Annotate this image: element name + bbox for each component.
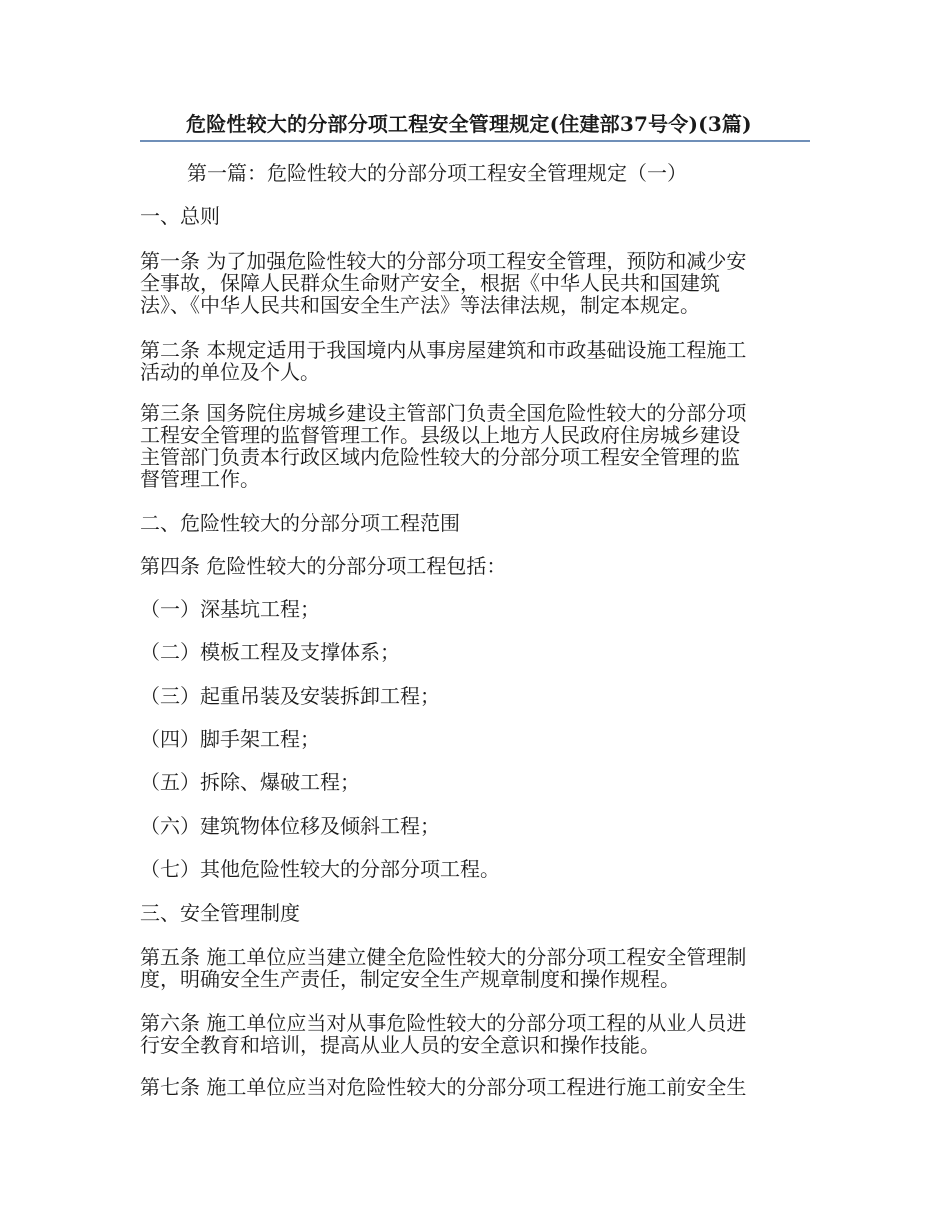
text-line: 法》、《中华人民共和国安全生产法》等法律法规，制定本规定。 xyxy=(140,293,700,317)
text-line: 活动的单位及个人。 xyxy=(140,360,320,384)
title-divider xyxy=(140,140,810,142)
heading-management xyxy=(140,902,812,924)
list-item xyxy=(140,685,812,707)
text-line: 二、危险性较大的分部分项工程范围 xyxy=(140,511,460,535)
article-4 xyxy=(140,555,812,577)
list-item xyxy=(140,598,812,620)
text-line: （三）起重吊装及安装拆卸工程； xyxy=(140,684,440,708)
text-line: 第一条 为了加强危险性较大的分部分项工程安全管理，预防和减少安 xyxy=(140,249,747,273)
text-line: 工程安全管理的监督管理工作。县级以上地方人民政府住房城乡建设 xyxy=(140,423,740,447)
article-2 xyxy=(140,339,812,383)
text-line: （一）深基坑工程； xyxy=(140,597,320,621)
text-line: （六）建筑物体位移及倾斜工程； xyxy=(140,814,440,838)
text-line: 行安全教育和培训，提高从业人员的安全意识和操作技能。 xyxy=(140,1033,660,1057)
list-item xyxy=(140,641,812,663)
text-line: 第五条 施工单位应当建立健全危险性较大的分部分项工程安全管理制 xyxy=(140,945,747,969)
text-line: （四）脚手架工程； xyxy=(140,727,320,751)
article-1 xyxy=(140,250,812,316)
text-line: 第六条 施工单位应当对从事危险性较大的分部分项工程的从业人员进 xyxy=(140,1011,747,1035)
text-line: （七）其他危险性较大的分部分项工程。 xyxy=(140,857,500,881)
article-6 xyxy=(140,1012,812,1056)
section-title: 第一篇：危险性较大的分部分项工程安全管理规定（一） xyxy=(187,161,687,185)
heading-scope xyxy=(140,512,812,534)
text-line: 第二条 本规定适用于我国境内从事房屋建筑和市政基础设施工程施工 xyxy=(140,338,747,362)
list-item xyxy=(140,858,812,880)
article-7 xyxy=(140,1076,812,1098)
article-5 xyxy=(140,946,812,990)
text-line: 度，明确安全生产责任，制定安全生产规章制度和操作规程。 xyxy=(140,967,680,991)
text-line: 主管部门负责本行政区域内危险性较大的分部分项工程安全管理的监 xyxy=(140,445,740,469)
list-item xyxy=(140,728,812,750)
text-line: 督管理工作。 xyxy=(140,467,260,491)
text-line: 三、安全管理制度 xyxy=(140,901,300,925)
text-line: （五）拆除、爆破工程； xyxy=(140,770,360,794)
text-line: （二）模板工程及支撑体系； xyxy=(140,640,400,664)
document-title: 危险性较大的分部分项工程安全管理规定(住建部37号令)(3篇) xyxy=(186,112,752,136)
heading-general xyxy=(140,205,812,227)
list-item xyxy=(140,815,812,837)
text-line: 全事故，保障人民群众生命财产安全，根据《中华人民共和国建筑 xyxy=(140,271,720,295)
article-3 xyxy=(140,402,812,490)
text-line: 第七条 施工单位应当对危险性较大的分部分项工程进行施工前安全生 xyxy=(140,1075,747,1099)
text-line: 第四条 危险性较大的分部分项工程包括： xyxy=(140,554,507,578)
list-item xyxy=(140,771,812,793)
text-line: 第三条 国务院住房城乡建设主管部门负责全国危险性较大的分部分项 xyxy=(140,401,747,425)
text-line: 一、总则 xyxy=(140,204,220,228)
